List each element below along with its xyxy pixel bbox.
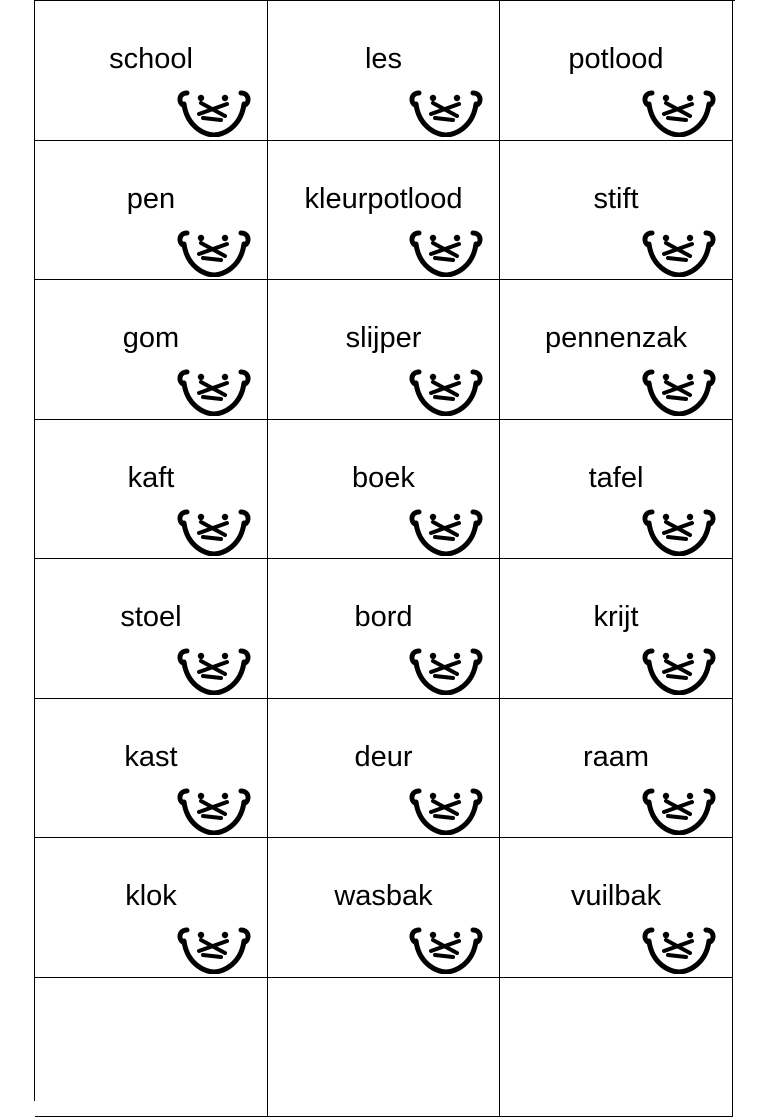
word-label: deur xyxy=(268,739,499,775)
word-card xyxy=(268,280,500,420)
mouth-taped-face-icon xyxy=(409,366,483,416)
word-label: potlood xyxy=(500,41,732,77)
word-card xyxy=(35,978,268,1117)
word-card xyxy=(268,978,500,1117)
word-card xyxy=(500,280,733,420)
word-label: kast xyxy=(35,739,267,775)
word-label: wasbak xyxy=(268,878,499,914)
word-card xyxy=(35,559,268,699)
word-label: stift xyxy=(500,181,732,217)
word-label: kleurpotlood xyxy=(268,181,499,217)
word-label: school xyxy=(35,41,267,77)
word-card xyxy=(35,699,268,839)
mouth-taped-face-icon xyxy=(177,785,251,835)
mouth-taped-face-icon xyxy=(642,924,716,974)
word-card xyxy=(500,838,733,978)
word-card xyxy=(268,420,500,560)
mouth-taped-face-icon xyxy=(409,785,483,835)
word-card xyxy=(500,559,733,699)
word-label: pen xyxy=(35,181,267,217)
mouth-taped-face-icon xyxy=(177,506,251,556)
word-label: pennenzak xyxy=(500,320,732,356)
word-label: tafel xyxy=(500,460,732,496)
word-card xyxy=(268,699,500,839)
word-label: boek xyxy=(268,460,499,496)
word-label: vuilbak xyxy=(500,878,732,914)
word-card xyxy=(268,141,500,281)
mouth-taped-face-icon xyxy=(177,227,251,277)
word-card-sheet xyxy=(34,0,735,1101)
mouth-taped-face-icon xyxy=(642,506,716,556)
word-card xyxy=(500,1,733,141)
word-card xyxy=(35,838,268,978)
word-card xyxy=(268,559,500,699)
word-card xyxy=(35,1,268,141)
mouth-taped-face-icon xyxy=(642,366,716,416)
mouth-taped-face-icon xyxy=(177,366,251,416)
word-label: gom xyxy=(35,320,267,356)
mouth-taped-face-icon xyxy=(642,227,716,277)
mouth-taped-face-icon xyxy=(642,785,716,835)
word-card xyxy=(35,141,268,281)
word-label: bord xyxy=(268,599,499,635)
mouth-taped-face-icon xyxy=(409,506,483,556)
mouth-taped-face-icon xyxy=(177,87,251,137)
mouth-taped-face-icon xyxy=(409,924,483,974)
word-card xyxy=(35,280,268,420)
word-card xyxy=(500,978,733,1117)
word-label: kaft xyxy=(35,460,267,496)
word-label: klok xyxy=(35,878,267,914)
word-card xyxy=(500,141,733,281)
word-card xyxy=(500,699,733,839)
word-card-grid xyxy=(35,1,735,1117)
word-label: les xyxy=(268,41,499,77)
word-label: krijt xyxy=(500,599,732,635)
word-card xyxy=(268,838,500,978)
mouth-taped-face-icon xyxy=(409,227,483,277)
mouth-taped-face-icon xyxy=(409,87,483,137)
mouth-taped-face-icon xyxy=(409,645,483,695)
word-label: slijper xyxy=(268,320,499,356)
mouth-taped-face-icon xyxy=(177,645,251,695)
word-card xyxy=(268,1,500,141)
word-card xyxy=(500,420,733,560)
word-label: raam xyxy=(500,739,732,775)
mouth-taped-face-icon xyxy=(177,924,251,974)
word-card xyxy=(35,420,268,560)
mouth-taped-face-icon xyxy=(642,645,716,695)
mouth-taped-face-icon xyxy=(642,87,716,137)
word-label: stoel xyxy=(35,599,267,635)
